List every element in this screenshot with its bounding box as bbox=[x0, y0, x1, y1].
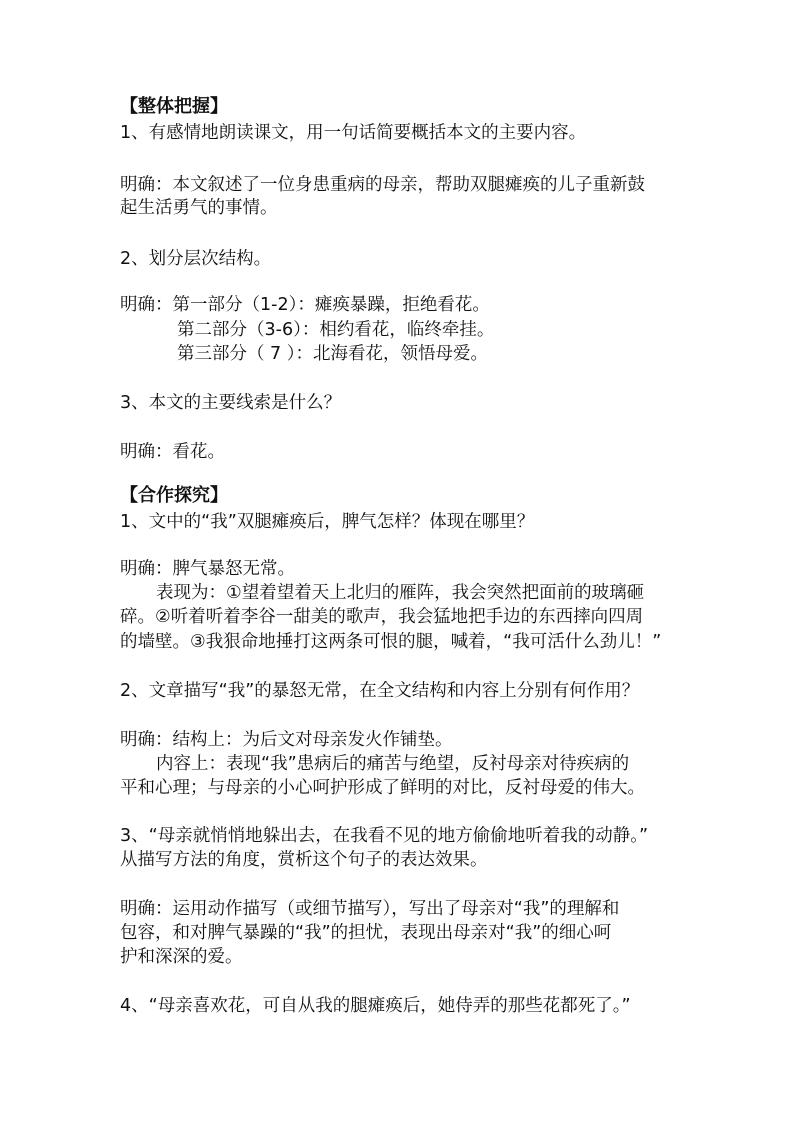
question-1: 1、有感情地朗读课文，用一句话简要概括本文的主要内容。 bbox=[120, 123, 587, 143]
coop-answer-2-line-1: 明确：结构上：为后文对母亲发火作铺垫。 bbox=[120, 730, 453, 750]
coop-answer-2-line-3: 平和心理；与母亲的小心呵护形成了鲜明的对比，反衬母爱的伟大。 bbox=[120, 778, 645, 798]
coop-answer-1-line-3: 碎。②听着听着李谷一甜美的歌声，我会猛地把手边的东西摔向四周 bbox=[120, 607, 644, 627]
coop-answer-1-line-4: 的墙壁。③我狠命地捶打这两条可恨的腿，喊着，“我可活什么劲儿！” bbox=[120, 632, 662, 652]
coop-answer-3-line-1: 明确：运用动作描写（或细节描写），写出了母亲对“我”的理解和 bbox=[120, 899, 620, 919]
coop-question-3-line-1: 3、“母亲就悄悄地躲出去，在我看不见的地方偷偷地听着我的动静。” bbox=[120, 826, 649, 846]
answer-3: 明确：看花。 bbox=[120, 442, 225, 462]
section-title-overall: 【整体把握】 bbox=[120, 96, 228, 117]
coop-answer-1-line-1: 明确：脾气暴怒无常。 bbox=[120, 559, 295, 579]
coop-answer-1-line-2: 表现为：①望着望着天上北归的雁阵，我会突然把面前的玻璃砸 bbox=[156, 583, 645, 603]
coop-answer-3-line-3: 护和深深的爱。 bbox=[120, 947, 243, 967]
answer-1-line-1: 明确：本文叙述了一位身患重病的母亲，帮助双腿瘫痪的儿子重新鼓 bbox=[120, 175, 645, 195]
answer-2-line-1: 明确：第一部分（1-2）：瘫痪暴躁，拒绝看花。 bbox=[120, 295, 490, 315]
coop-question-2: 2、文章描写“我”的暴怒无常，在全文结构和内容上分别有何作用？ bbox=[120, 681, 640, 701]
coop-question-3-line-2: 从描写方法的角度，赏析这个句子的表达效果。 bbox=[120, 850, 488, 870]
answer-2-line-3: 第三部分（ 7 ）：北海看花，领悟母爱。 bbox=[177, 344, 489, 364]
question-2: 2、划分层次结构。 bbox=[120, 249, 272, 269]
question-3: 3、本文的主要线索是什么？ bbox=[120, 393, 342, 413]
coop-answer-3-line-2: 包容，和对脾气暴躁的“我”的担忧，表现出母亲对“我”的细心呵 bbox=[120, 923, 612, 943]
coop-answer-2-line-2: 内容上：表现“我”患病后的痛苦与绝望，反衬母亲对待疾病的 bbox=[156, 754, 630, 774]
coop-question-4: 4、“母亲喜欢花，可自从我的腿瘫痪后，她侍弄的那些花都死了。” bbox=[120, 996, 631, 1016]
answer-1-line-2: 起生活勇气的事情。 bbox=[120, 198, 278, 218]
section-title-cooperation: 【合作探究】 bbox=[120, 485, 228, 506]
coop-question-1: 1、文中的“我”双腿瘫痪后，脾气怎样？体现在哪里？ bbox=[120, 512, 535, 532]
answer-2-line-2: 第二部分（3-6）：相约看花，临终牵挂。 bbox=[177, 320, 495, 340]
